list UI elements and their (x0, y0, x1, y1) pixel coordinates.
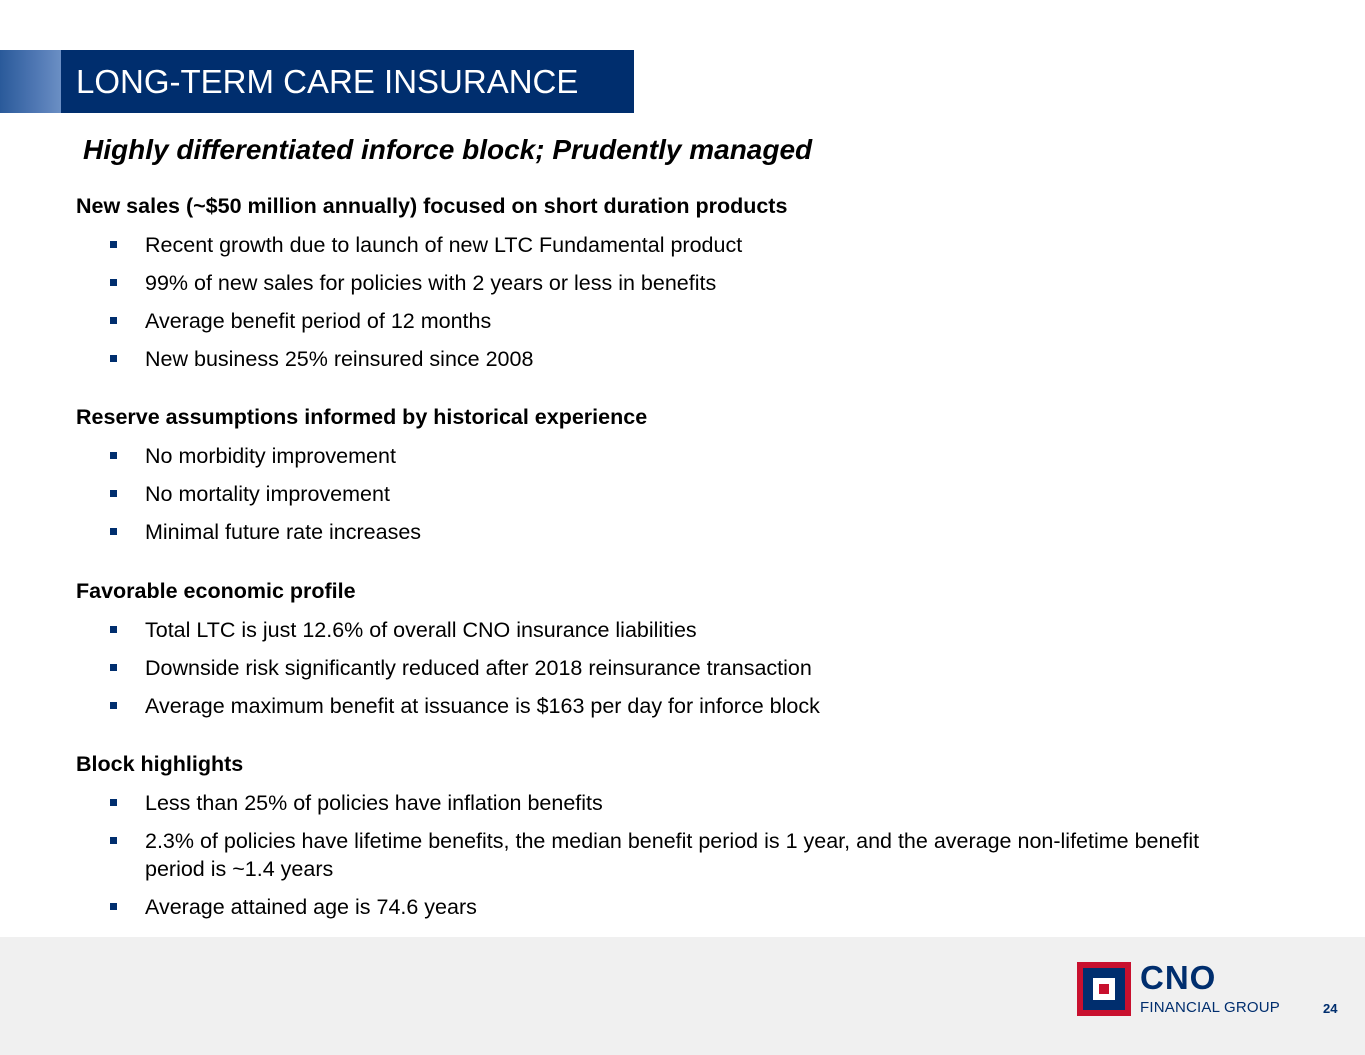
square-bullet-icon (110, 528, 117, 535)
list-item (76, 789, 1296, 817)
section-reserve-assumptions (76, 405, 1296, 556)
bullet-list (76, 789, 1296, 921)
bullet-text: No mortality improvement (145, 482, 390, 506)
square-bullet-icon (110, 837, 117, 844)
section-new-sales (76, 194, 1296, 383)
page-number: 24 (1323, 1001, 1338, 1016)
square-bullet-icon (110, 452, 117, 459)
cno-logo-mark-icon (1077, 962, 1131, 1016)
title-accent-block (0, 50, 61, 113)
list-item (76, 231, 1296, 259)
square-bullet-icon (110, 490, 117, 497)
section-heading: Reserve assumptions informed by historical experience (76, 405, 648, 429)
square-bullet-icon (110, 355, 117, 362)
cno-logo (1077, 959, 1317, 1020)
list-item (76, 269, 1296, 297)
logo-subtitle: FINANCIAL GROUP (1140, 999, 1280, 1016)
bullet-text: Average attained age is 74.6 years (145, 895, 477, 919)
square-bullet-icon (110, 799, 117, 806)
page-subtitle: Highly differentiated inforce block; Prudently managed (83, 134, 813, 165)
bullet-text: Downside risk significantly reduced after 2018 reinsurance transaction (145, 656, 812, 680)
bullet-text: New business 25% reinsured since 2008 (145, 347, 534, 371)
list-item (76, 442, 1296, 470)
bullet-list (76, 442, 1296, 546)
list-item (76, 480, 1296, 508)
section-block-highlights (76, 752, 1296, 931)
bullet-text: 2.3% of policies have lifetime benefits, the median benefit period is 1 year, and the average non-lifetime benefit period is ~1.4 years (145, 829, 1200, 881)
list-item (76, 654, 1296, 682)
square-bullet-icon (110, 241, 117, 248)
square-bullet-icon (110, 702, 117, 709)
square-bullet-icon (110, 279, 117, 286)
section-economic-profile (76, 579, 1296, 730)
list-item (76, 893, 1296, 921)
section-heading: Favorable economic profile (76, 579, 356, 603)
list-item (76, 518, 1296, 546)
list-item (76, 345, 1296, 373)
square-bullet-icon (110, 317, 117, 324)
list-item (76, 692, 1296, 720)
bullet-text: Less than 25% of policies have inflation benefits (145, 791, 603, 815)
bullet-list (76, 231, 1296, 373)
bullet-text: Average maximum benefit at issuance is $163 per day for inforce block (145, 694, 820, 718)
bullet-text: Total LTC is just 12.6% of overall CNO insurance liabilities (145, 618, 697, 642)
page-title: LONG-TERM CARE INSURANCE (76, 63, 579, 100)
section-heading: New sales (~$50 million annually) focused on short duration products (76, 194, 788, 218)
bullet-text: Average benefit period of 12 months (145, 309, 492, 333)
title-background (61, 50, 634, 113)
list-item (76, 616, 1296, 644)
bullet-text: Minimal future rate increases (145, 520, 422, 544)
section-heading: Block highlights (76, 752, 244, 776)
square-bullet-icon (110, 664, 117, 671)
list-item (76, 827, 1256, 883)
list-item (76, 307, 1296, 335)
square-bullet-icon (110, 626, 117, 633)
logo-wordmark: CNO (1140, 959, 1217, 996)
square-bullet-icon (110, 903, 117, 910)
bullet-list (76, 616, 1296, 720)
bullet-text: 99% of new sales for policies with 2 years or less in benefits (145, 271, 717, 295)
bullet-text: Recent growth due to launch of new LTC Fundamental product (145, 233, 743, 257)
title-bar (0, 50, 634, 113)
bullet-text: No morbidity improvement (145, 444, 396, 468)
